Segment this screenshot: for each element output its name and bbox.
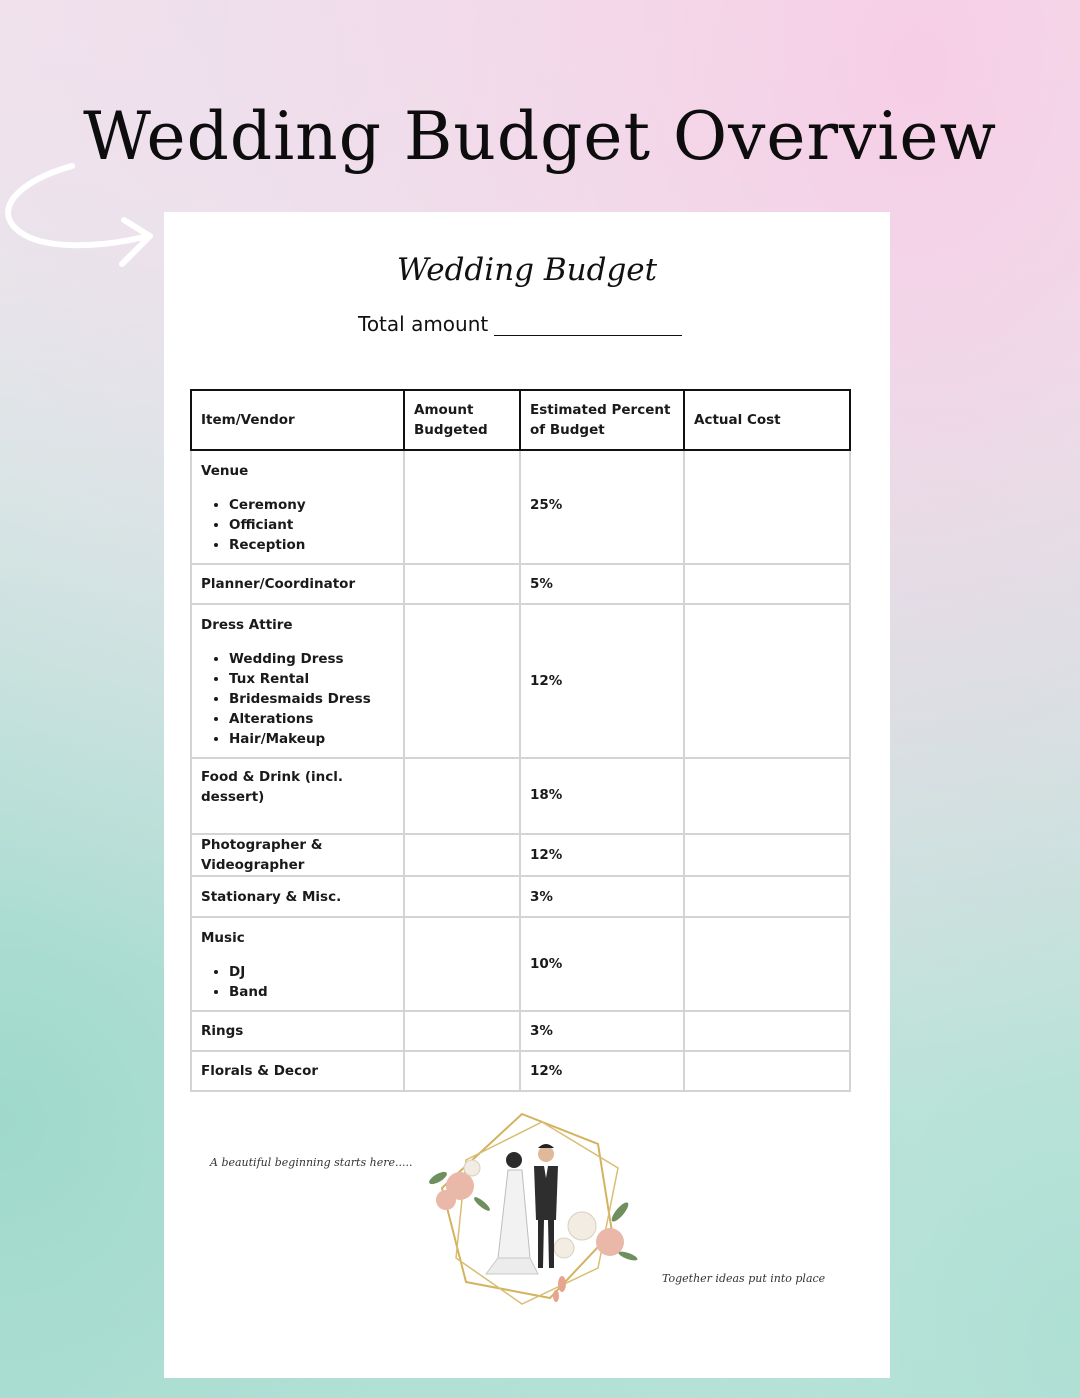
subitem-list	[201, 649, 394, 749]
table-row	[191, 876, 850, 917]
quote-right: Together ideas put into place	[662, 1272, 826, 1285]
sheet-title: Wedding Budget	[396, 252, 658, 288]
item-name: Dress Attire	[201, 617, 293, 633]
col-header: Item/Vendor	[191, 390, 404, 450]
subitem: • Officiant	[229, 515, 394, 535]
actual-cell[interactable]	[684, 450, 850, 564]
table-row	[191, 917, 850, 1011]
table-row	[191, 564, 850, 604]
subitem: • Hair/Makeup	[229, 729, 394, 749]
table-row	[191, 758, 850, 834]
quote-left: A beautiful beginning starts here.....	[210, 1156, 413, 1169]
item-name: Food & Drink (incl. dessert)	[191, 758, 404, 834]
total-amount-label: Total amount	[358, 312, 489, 336]
percent-cell: 3%	[520, 1011, 684, 1051]
amount-cell[interactable]	[404, 834, 520, 876]
amount-cell[interactable]	[404, 1011, 520, 1051]
amount-cell[interactable]	[404, 450, 520, 564]
actual-cell[interactable]	[684, 834, 850, 876]
subitem: • Wedding Dress	[229, 649, 394, 669]
percent-cell: 12%	[520, 1051, 684, 1091]
actual-cell[interactable]	[684, 604, 850, 758]
item-name: Music	[201, 930, 245, 946]
percent-cell: 5%	[520, 564, 684, 604]
amount-cell[interactable]	[404, 604, 520, 758]
amount-cell[interactable]	[404, 917, 520, 1011]
actual-cell[interactable]	[684, 1051, 850, 1091]
total-amount	[358, 312, 682, 336]
item-name: Rings	[191, 1011, 404, 1051]
page-headline: Wedding Budget Overview	[83, 98, 997, 175]
item-name: Photographer & Videographer	[191, 834, 404, 876]
item-cell	[191, 450, 404, 564]
percent-cell: 10%	[520, 917, 684, 1011]
subitem: • Band	[229, 982, 394, 1002]
subitem: • DJ	[229, 962, 394, 982]
percent-cell: 12%	[520, 834, 684, 876]
amount-cell[interactable]	[404, 876, 520, 917]
table-header-row	[191, 390, 850, 450]
item-name: Stationary & Misc.	[191, 876, 404, 917]
curved-arrow-icon	[0, 160, 160, 280]
table-row	[191, 1011, 850, 1051]
subitem: • Reception	[229, 535, 394, 555]
budget-sheet	[164, 212, 890, 1378]
amount-cell[interactable]	[404, 564, 520, 604]
col-header: Amount Budgeted	[404, 390, 520, 450]
actual-cell[interactable]	[684, 1011, 850, 1051]
table-row	[191, 604, 850, 758]
table-row	[191, 1051, 850, 1091]
percent-cell: 12%	[520, 604, 684, 758]
amount-cell[interactable]	[404, 758, 520, 834]
actual-cell[interactable]	[684, 758, 850, 834]
col-header: Actual Cost	[684, 390, 850, 450]
col-header: Estimated Percent of Budget	[520, 390, 684, 450]
couple-floral-frame-icon	[422, 1108, 650, 1308]
actual-cell[interactable]	[684, 876, 850, 917]
subitem-list	[201, 495, 394, 555]
item-name: Planner/Coordinator	[191, 564, 404, 604]
budget-table	[190, 389, 851, 1092]
amount-cell[interactable]	[404, 1051, 520, 1091]
item-cell	[191, 917, 404, 1011]
subitem: • Bridesmaids Dress	[229, 689, 394, 709]
subitem: • Ceremony	[229, 495, 394, 515]
actual-cell[interactable]	[684, 917, 850, 1011]
item-name: Florals & Decor	[191, 1051, 404, 1091]
subitem-list	[201, 962, 394, 1002]
total-amount-line[interactable]	[494, 317, 682, 336]
actual-cell[interactable]	[684, 564, 850, 604]
item-cell	[191, 604, 404, 758]
item-name: Venue	[201, 463, 249, 479]
subitem: • Alterations	[229, 709, 394, 729]
table-row	[191, 450, 850, 564]
table-row	[191, 834, 850, 876]
percent-cell: 3%	[520, 876, 684, 917]
percent-cell: 18%	[520, 758, 684, 834]
percent-cell: 25%	[520, 450, 684, 564]
subitem: • Tux Rental	[229, 669, 394, 689]
